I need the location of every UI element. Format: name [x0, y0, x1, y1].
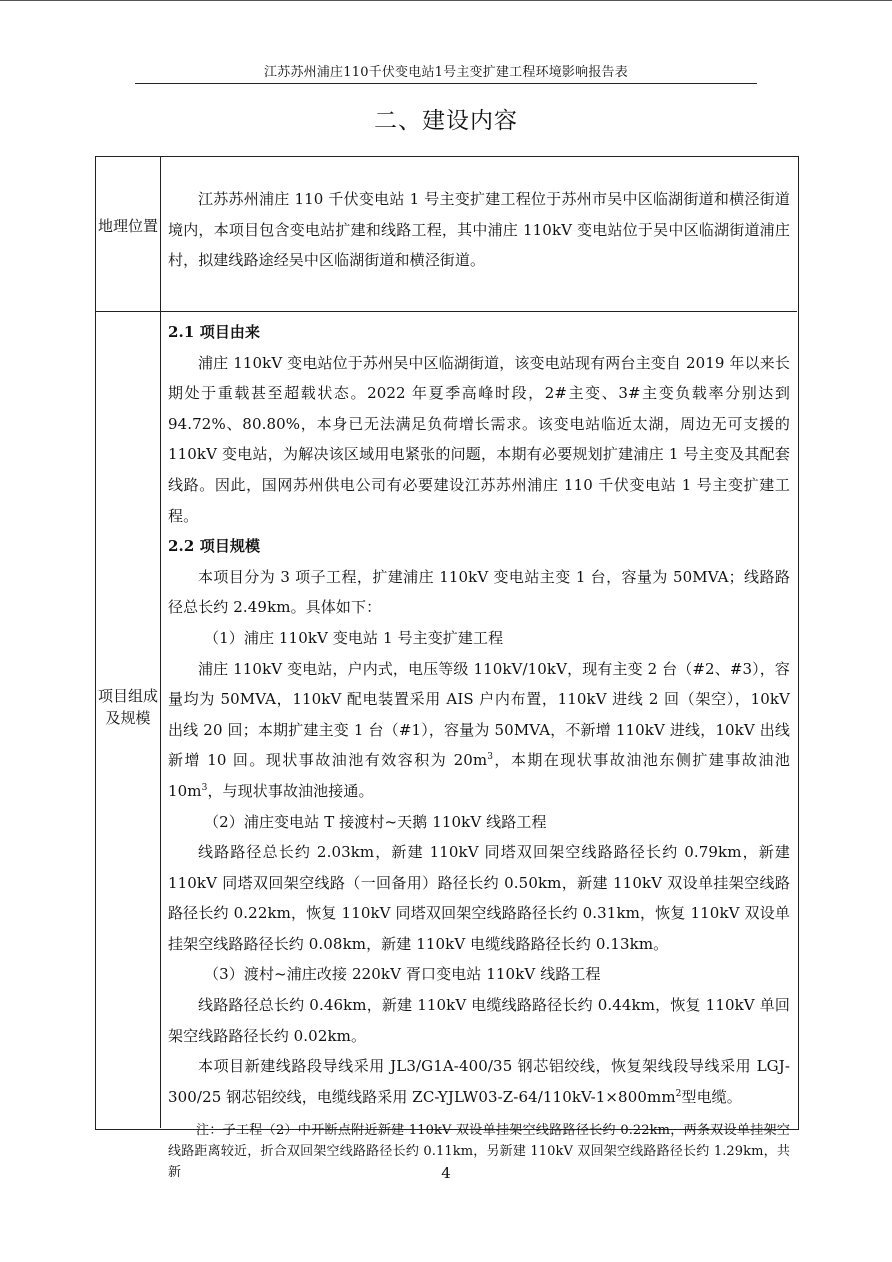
heading-project-scale: 2.2 项目规模 [168, 537, 261, 556]
paragraph-project-scale: 本项目分为 3 项子工程，扩建浦庄 110kV 变电站主变 1 台，容量为 50MVA；线路路径总长约 2.49km。具体如下： [168, 567, 790, 617]
header-rule [135, 83, 757, 84]
geo-location-label: 地理位置 [97, 217, 158, 235]
top-border [0, 0, 892, 1]
superscript-cubic: 3 [487, 752, 494, 763]
superscript-square: 2 [675, 1088, 682, 1099]
row-divider [96, 311, 797, 312]
column-divider [160, 157, 161, 1128]
superscript-cubic: 3 [201, 782, 208, 793]
section-title: 二、建设内容 [374, 108, 518, 134]
page-number: 4 [441, 1164, 451, 1182]
subproject-2-title: （2）浦庄变电站 T 接渡村~天鹅 110kV 线路工程 [204, 812, 547, 831]
geo-location-text: 江苏苏州浦庄 110 千伏变电站 1 号主变扩建工程位于苏州市吴中区临湖街道和横泾街道境内，本项目包含变电站扩建和线路工程，其中浦庄 110kV 变电站位于吴中区临湖街道浦庄村，拟建线路途经吴中区临湖街道和横泾街道。 [168, 190, 790, 270]
footnote: 注：子工程（2）中开断点附近新建 110kV 双设单挂架空线路路径长约 0.22km，两条双设单挂架空线路距离较近，折合双回架空线路路径长约 0.11km，另新建 110kV 双回架空线路路径长约 1.29km，共新 [168, 1123, 790, 1181]
content-table [95, 156, 799, 1181]
paragraph-subproject-1 [168, 654, 790, 807]
heading-project-origin: 2.1 项目由来 [168, 323, 261, 341]
subproject-3-title: （3）渡村~浦庄改接 220kV 胥口变电站 110kV 线路工程 [204, 965, 601, 984]
subproject-1-title: （1）浦庄 110kV 变电站 1 号主变扩建工程 [204, 628, 504, 647]
conductor-text-b: 型电缆。 [681, 1087, 742, 1106]
subproject-1-text-a: 浦庄 110kV 变电站，户内式，电压等级 110kV/10kV，现有主变 2 台（#2、#3），容量均为 50MVA，110kV 配电装置采用 AIS 户内布置，110kV 进线 2 回（架空），10kV 出线 20 回；本期扩建主变 1 台（#1），容量为 50MVA，不新增 110kV 进线，10kV 出线新增 10 回。现状事故油池有效容积为 20m [168, 659, 790, 770]
subproject-1-text-c: ，与现状事故油池接通。 [207, 781, 374, 800]
subproject-1-text-b: ，本期在现状事故油池东侧扩建事故油池 10m [168, 751, 790, 800]
paragraph-subproject-3: 线路路径总长约 0.46km，新建 110kV 电缆线路路径长约 0.44km，恢复 110kV 单回架空线路路径长约 0.02km。 [168, 996, 790, 1045]
conductor-text-a: 本项目新建线路段导线采用 JL3/G1A-400/35 钢芯铝绞线，恢复架线段导线采用 LGJ-300/25 钢芯铝绞线，电缆线路采用 ZC-YJLW03-Z-64/110kV-1×800mm [168, 1057, 790, 1106]
project-composition-content [168, 317, 790, 1183]
running-header: 江苏苏州浦庄110千伏变电站1号主变扩建工程环境影响报告表 [264, 65, 628, 80]
paragraph-subproject-2: 线路路径总长约 2.03km，新建 110kV 同塔双回架空线路路径长约 0.79km，新建 110kV 同塔双回架空线路（一回备用）路径长约 0.50km，新建 110kV 双设单挂架空线路路径长约 0.22km，恢复 110kV 同塔双回架空线路路径长约 0.31km，恢复 110kV 双设单挂架空线路路径长约 0.08km，新建 110kV 电缆线路路径长约 0.13km。 [168, 843, 790, 953]
paragraph-conductor [168, 1051, 790, 1112]
paragraph-project-origin: 浦庄 110kV 变电站位于苏州吴中区临湖街道，该变电站现有两台主变自 2019 年以来长期处于重载甚至超载状态。2022 年夏季高峰时段，2#主变、3#主变负载率分别达到 94.72%、80.80%，本身已无法满足负荷增长需求。该变电站临近太湖，周边无可支援的 110kV 变电站，为解决该区域用电紧张的问题，本期有必要规划扩建浦庄 1 号主变及其配套线路。因此，国网苏州供电公司有必要建设江苏苏州浦庄 110 千伏变电站 1 号主变扩建工程。 [168, 353, 790, 525]
project-composition-label: 项目组成及规模 [97, 687, 158, 727]
